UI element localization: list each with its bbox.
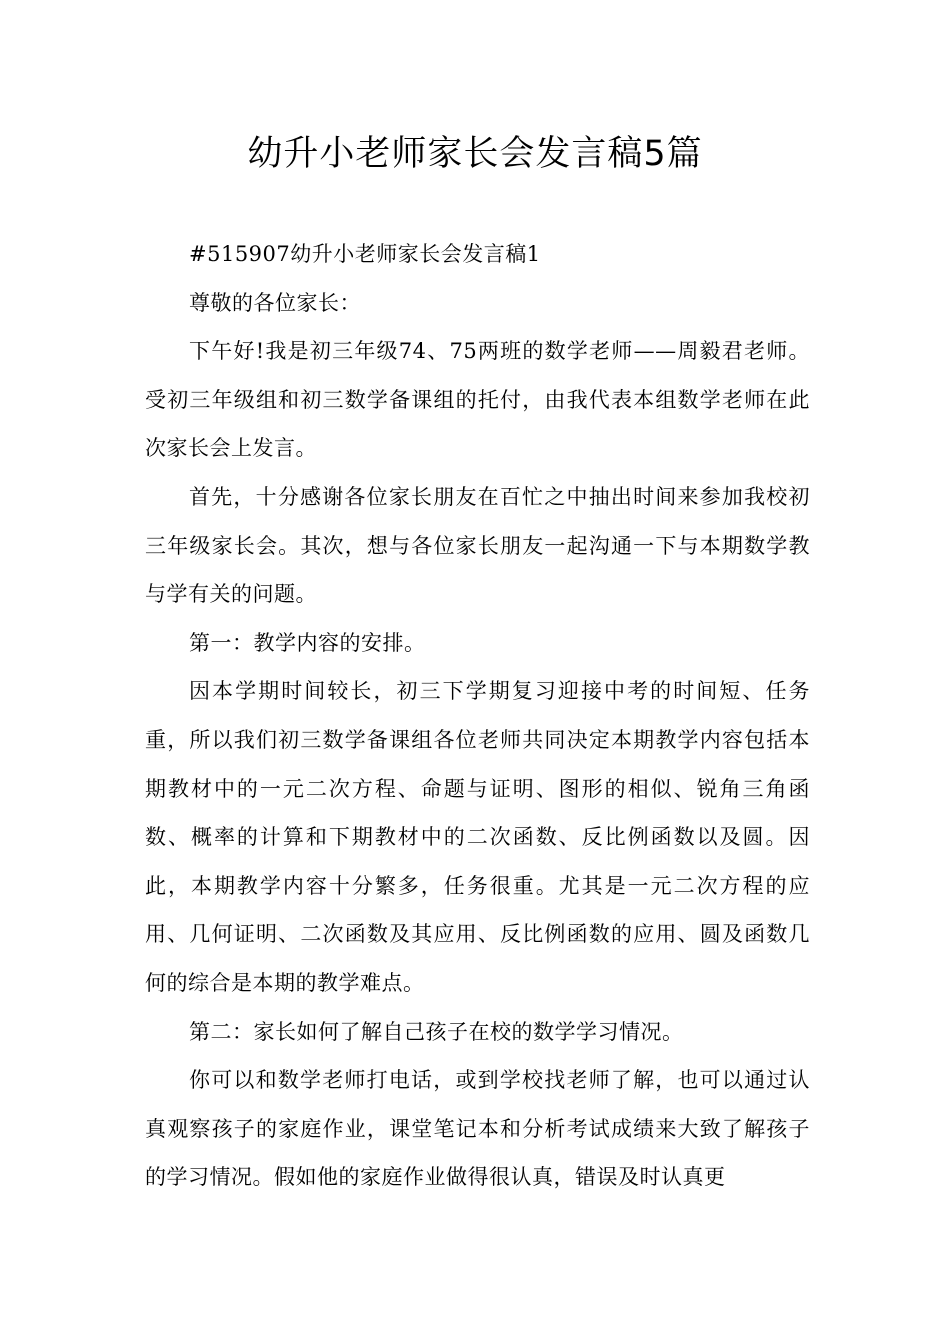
- paragraph-thanks: 首先，十分感谢各位家长朋友在百忙之中抽出时间来参加我校初三年级家长会。其次，想与各位家长朋友一起沟通一下与本期数学教与学有关的问题。: [145, 484, 810, 607]
- document-title: 幼升小老师家长会发言稿5篇: [247, 134, 703, 174]
- paragraph-heading-1: #515907幼升小老师家长会发言稿1: [189, 242, 541, 266]
- paragraph-salutation: 尊敬的各位家长：: [189, 290, 361, 315]
- paragraph-greeting: 下午好!我是初三年级74、75两班的数学老师——周毅君老师。受初三年级组和初三数学备课组的托付，由我代表本组数学老师在此次家长会上发言。: [145, 339, 810, 461]
- paragraph-section-2-body: 你可以和数学老师打电话，或到学校找老师了解，也可以通过认真观察孩子的家庭作业，课堂笔记本和分析考试成绩来大致了解孩子的学习情况。假如他的家庭作业做得很认真，错误及时认真更: [145, 1068, 810, 1190]
- document-body: [145, 230, 810, 1202]
- paragraph-section-1-body: 因本学期时间较长，初三下学期复习迎接中考的时间短、任务重，所以我们初三数学备课组各位老师共同决定本期教学内容包括本期教材中的一元二次方程、命题与证明、图形的相似、锐角三角函数、概率的计算和下期教材中的二次函数、反比例函数以及圆。因此，本期教学内容十分繁多，任务很重。尤其是一元二次方程的应用、几何证明、二次函数及其应用、反比例函数的应用、圆及函数几何的综合是本期的教学难点。: [145, 679, 810, 995]
- paragraph-section-1-heading: 第一：教学内容的安排。: [189, 630, 426, 655]
- paragraph-section-2-heading: 第二：家长如何了解自己孩子在校的数学学习情况。: [189, 1019, 684, 1044]
